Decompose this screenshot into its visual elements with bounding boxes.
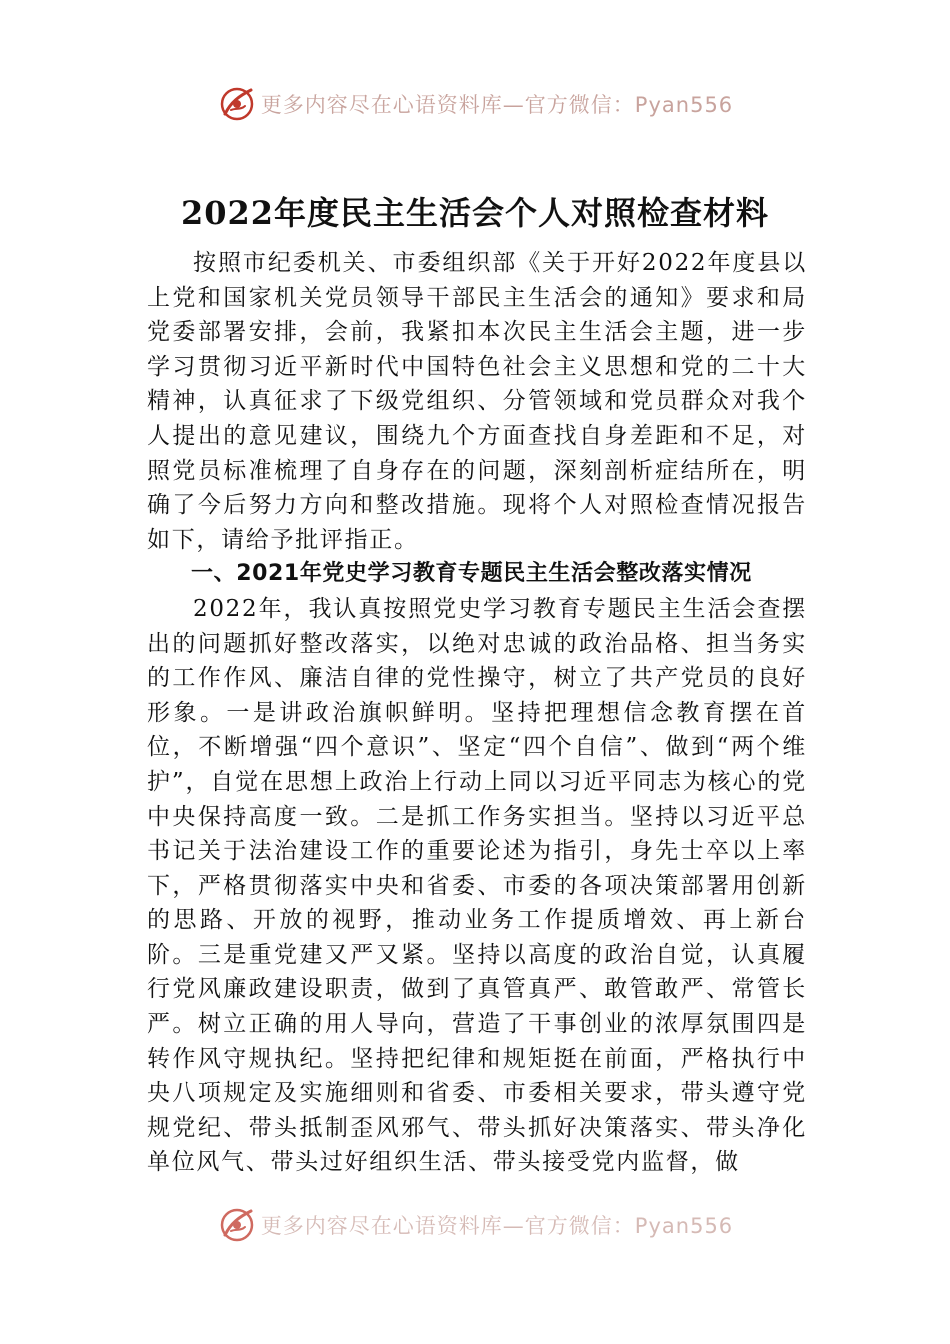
footer-watermark (0, 1205, 950, 1245)
watermark-text: 更多内容尽在心语资料库—官方微信：Pyan556 (260, 93, 734, 117)
watermark-text: 更多内容尽在心语资料库—官方微信：Pyan556 (260, 1214, 734, 1238)
watermark-logo-icon (217, 1205, 257, 1245)
header-watermark (0, 84, 950, 124)
document-body (147, 246, 807, 1180)
section-heading: 一、2021年党史学习教育专题民主生活会整改落实情况 (191, 561, 752, 587)
intro-paragraph: 按照市纪委机关、市委组织部《关于开好2022年度县以上党和国家机关党员领导干部民主生活会的通知》要求和局党委部署安排，会前，我紧扣本次民主生活会主题，进一步学习贯彻习近平新时代中国特色社会主义思想和党的二十大精神，认真征求了下级党组织、分管领域和党员群众对我个人提出的意见建议，围绕九个方面查找自身差距和不足，对照党员标准梳理了自身存在的问题，深刻剖析症结所在，明确了今后努力方向和整改措施。现将个人对照检查情况报告如下，请给予批评指正。 (147, 250, 807, 553)
watermark-logo-icon (217, 84, 257, 124)
document-title: 2022年度民主生活会个人对照检查材料 (180, 194, 770, 232)
section-paragraph: 2022年，我认真按照党史学习教育专题民主生活会查摆出的问题抓好整改落实，以绝对忠诚的政治品格、担当务实的工作作风、廉洁自律的党性操守，树立了共产党员的良好形象。一是讲政治旗帜鲜明。坚持把理想信念教育摆在首位，不断增强“四个意识”、坚定“四个自信”、做到“两个维护”，自觉在思想上政治上行动上同以习近平同志为核心的党中央保持高度一致。二是抓工作务实担当。坚持以习近平总书记关于法治建设工作的重要论述为指引，身先士卒以上率下，严格贯彻落实中央和省委、市委的各项决策部署用创新的思路、开放的视野，推动业务工作提质增效、再上新台阶。三是重党建又严又紧。坚持以高度的政治自觉，认真履行党风廉政建设职责，做到了真管真严、敢管敢严、常管长严。树立正确的用人导向，营造了干事创业的浓厚氛围四是转作风守规执纪。坚持把纪律和规矩挺在前面，严格执行中央八项规定及实施细则和省委、市委相关要求，带头遵守党规党纪、带头抵制歪风邪气、带头抓好决策落实、带头净化单位风气、带头过好组织生活、带头接受党内监督，做 (147, 595, 807, 1176)
